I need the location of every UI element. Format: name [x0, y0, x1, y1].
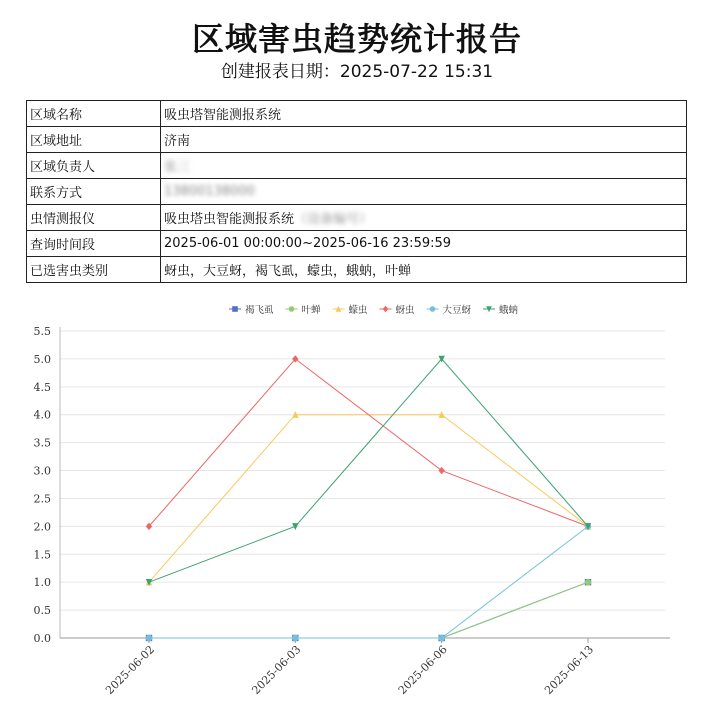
info-label: 区域地址 — [27, 127, 161, 153]
info-label: 区域负责人 — [27, 153, 161, 179]
x-tick-label: 2025-06-06 — [395, 642, 450, 697]
info-row — [27, 153, 687, 179]
y-tick-label: 5.5 — [33, 325, 51, 338]
info-label: 查询时间段 — [27, 231, 161, 257]
x-axis — [60, 638, 670, 697]
info-row — [27, 257, 687, 283]
data-point — [430, 306, 436, 312]
legend-item — [427, 304, 472, 316]
legend-label: 蛾蚋 — [499, 305, 519, 316]
data-point — [146, 635, 152, 641]
info-row — [27, 127, 687, 153]
x-tick-label: 2025-06-03 — [249, 642, 304, 697]
legend-item — [483, 304, 519, 316]
y-tick-label: 1.5 — [33, 548, 51, 562]
info-value — [161, 179, 687, 205]
data-point — [383, 306, 389, 313]
info-value-text: 2025-06-01 00:00:00~2025-06-16 23:59:59 — [164, 236, 452, 251]
y-tick-label: 0.0 — [33, 632, 51, 645]
y-tick-label: 3.5 — [33, 436, 51, 450]
info-row — [27, 231, 687, 257]
y-tick-label: 3.0 — [33, 464, 51, 478]
trend-line-chart — [0, 296, 714, 714]
report-created-date: 创建报表日期：2025-07-22 15:31 — [220, 62, 494, 82]
data-point — [292, 635, 298, 641]
info-label: 虫情测报仪 — [27, 205, 161, 231]
info-label: 联系方式 — [27, 179, 161, 205]
info-value — [161, 231, 687, 257]
info-label: 已选害虫类别 — [27, 257, 161, 283]
x-tick-label: 2025-06-02 — [103, 642, 158, 697]
legend-label: 蚜虫 — [395, 305, 415, 316]
legend-label: 叶蝉 — [301, 305, 321, 316]
info-value-text: 吸虫塔智能测报系统 — [164, 108, 282, 123]
info-value — [161, 205, 687, 231]
data-point — [438, 467, 444, 474]
info-value-text: 张三 — [164, 160, 191, 175]
chart-grid — [60, 331, 665, 638]
y-tick-label: 2.5 — [33, 492, 51, 506]
info-label: 区域名称 — [27, 101, 161, 127]
legend-item — [333, 304, 369, 316]
x-tick-label: 2025-06-13 — [542, 642, 597, 697]
info-value-text: 济南 — [164, 134, 191, 149]
info-value-suffix: （设备编号） — [294, 212, 373, 227]
legend-label: 蠓虫 — [348, 305, 368, 316]
y-tick-label: 4.0 — [33, 408, 51, 422]
info-value — [161, 257, 687, 283]
legend-item — [380, 304, 416, 316]
data-point — [289, 306, 295, 312]
chart-legend — [229, 304, 519, 316]
y-tick-label: 5.0 — [33, 352, 51, 366]
y-tick-label: 0.5 — [33, 604, 51, 618]
legend-item — [229, 305, 274, 316]
report-title: 区域害虫趋势统计报告 — [191, 20, 522, 58]
info-value-text: 蚜虫，大豆蚜，褐飞虱，蠓虫，蛾蚋，叶蝉 — [164, 264, 412, 279]
info-value-text: 吸虫塔虫智能测报系统 — [164, 212, 295, 227]
legend-label: 大豆蚜 — [442, 305, 472, 316]
info-value — [161, 153, 687, 179]
info-row — [27, 101, 687, 127]
info-value — [161, 127, 687, 153]
info-value-text: 13800138000 — [164, 184, 255, 199]
data-point — [438, 635, 444, 641]
info-table — [26, 100, 687, 283]
info-row — [27, 205, 687, 231]
info-row — [27, 179, 687, 205]
legend-item — [286, 304, 322, 316]
info-value — [161, 101, 687, 127]
data-point — [232, 306, 238, 312]
data-point — [585, 579, 591, 585]
y-axis — [34, 325, 61, 645]
y-tick-label: 2.0 — [33, 520, 51, 534]
legend-label: 褐飞虱 — [245, 305, 274, 316]
y-tick-label: 1.0 — [33, 576, 51, 590]
y-tick-label: 4.5 — [33, 380, 51, 394]
